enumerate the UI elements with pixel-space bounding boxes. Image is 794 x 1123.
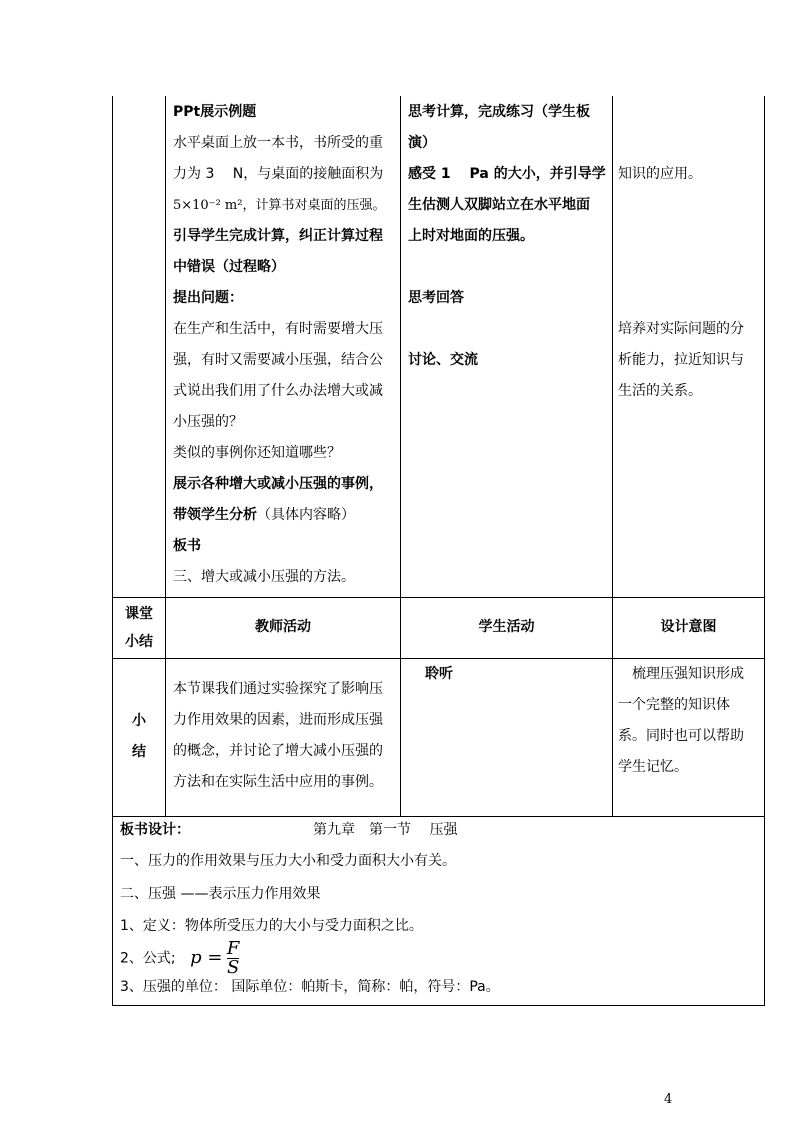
teacher-line: 引导学生完成计算，纠正计算过程: [173, 228, 383, 244]
summary-student-listen: 聆听: [425, 666, 453, 682]
summary-row-label-line: 小: [132, 713, 146, 729]
formula-numerator: F: [226, 938, 240, 959]
student-line: 思考计算，完成练习（学生板: [408, 104, 590, 120]
formula-denominator: S: [226, 957, 240, 978]
teacher-line: 强，有时又需要减小压强，结合公: [173, 352, 383, 368]
board-heading: 第九章 第一节 压强: [313, 822, 458, 838]
summary-teacher-line: 方法和在实际生活中应用的事例。: [173, 774, 383, 790]
teacher-activity-cell: [173, 97, 398, 593]
intent-line: 生活的关系。: [618, 383, 702, 399]
teacher-line: 5×10⁻² m²，计算书对桌面的压强。: [173, 198, 386, 213]
teacher-line: 在生产和生活中，有时需要增大压: [173, 321, 383, 337]
teacher-line: 展示各种增大或减小压强的事例，: [173, 476, 383, 492]
intent-analysis-cell: [618, 314, 744, 407]
intent-line: 培养对实际问题的分: [618, 321, 744, 337]
student-line: 感受 1 Pa 的大小，并引导学: [408, 166, 606, 182]
board-formula-prefix: 2、公式;: [120, 950, 176, 967]
teacher-line: [173, 500, 398, 531]
summary-intent-cell: [618, 659, 744, 783]
summary-row-label-line: 结: [132, 744, 146, 760]
summary-teacher-cell: [173, 674, 383, 798]
teacher-line-rest: （具体内容略）: [257, 507, 355, 523]
teacher-line: 类似的事例你还知道哪些？: [173, 445, 341, 461]
student-line: 演）: [408, 135, 436, 151]
summary-label-line: 小结: [125, 634, 153, 650]
intent-line: 析能力，拉近知识与: [618, 352, 744, 368]
board-line-5: 3、压强的单位： 国际单位：帕斯卡，简称：帕，符号：Pa。: [120, 979, 500, 995]
page-number: 4: [664, 1092, 673, 1107]
column-divider-1: [165, 96, 166, 817]
teacher-line: 力为 3 N，与桌面的接触面积为: [173, 166, 384, 182]
header-teacher-activity: 教师活动: [255, 619, 311, 635]
student-line-think-answer: 思考回答: [408, 290, 464, 306]
teacher-line: 中错误（过程略）: [173, 259, 285, 275]
teacher-line-ppt: PPt展示例题: [173, 104, 257, 120]
student-activity-cell: [408, 97, 610, 252]
board-line-1: 一、压力的作用效果与压力大小和受力面积大小有关。: [120, 853, 456, 869]
summary-label-cell: [113, 600, 165, 656]
teacher-line: 小压强的？: [173, 414, 243, 430]
column-divider-3: [612, 96, 613, 817]
board-line-3: 1、定义：物体所受压力的大小与受力面积之比。: [120, 918, 423, 934]
summary-intent-line: 系。同时也可以帮助: [618, 728, 744, 744]
board-line-2: 二、压强 ——表示压力作用效果: [120, 886, 321, 902]
summary-intent-line: 学生记忆。: [618, 759, 688, 775]
intent-application: 知识的应用。: [618, 166, 702, 182]
summary-teacher-line: 的概念，并讨论了增大减小压强的: [173, 743, 383, 759]
teacher-line: 板书: [173, 538, 201, 554]
teacher-line: 水平桌面上放一本书，书所受的重: [173, 135, 383, 151]
summary-row-label: [113, 706, 165, 768]
formula-lhs: p =: [190, 946, 223, 968]
table-border-left: [112, 96, 113, 1006]
teacher-line: 提出问题：: [173, 290, 243, 306]
teacher-line-bold-prefix: 带领学生分析: [173, 507, 257, 523]
column-divider-2: [400, 96, 401, 817]
table-border-bottom: [112, 1005, 765, 1006]
student-line: 生估测人双脚站立在水平地面: [408, 197, 590, 213]
table-border-right: [764, 96, 765, 1006]
student-line: 上时对地面的压强。: [408, 228, 534, 244]
summary-label-line: 课堂: [125, 606, 153, 622]
board-label: 板书设计：: [120, 822, 190, 838]
header-student-activity: 学生活动: [478, 619, 535, 635]
summary-intent-line: 一个完整的知识体: [618, 697, 730, 713]
summary-intent-line: 梳理压强知识形成: [618, 666, 744, 682]
summary-teacher-line: 本节课我们通过实验探究了影响压: [173, 681, 383, 697]
row-divider-summary-top: [112, 597, 765, 598]
header-design-intent: 设计意图: [660, 619, 717, 635]
summary-teacher-line: 力作用效果的因素，进而形成压强: [173, 712, 383, 728]
teacher-line: 三、增大或减小压强的方法。: [173, 569, 355, 585]
student-line-discuss: 讨论、交流: [408, 352, 478, 368]
teacher-line: 式说出我们用了什么办法增大或减: [173, 383, 383, 399]
